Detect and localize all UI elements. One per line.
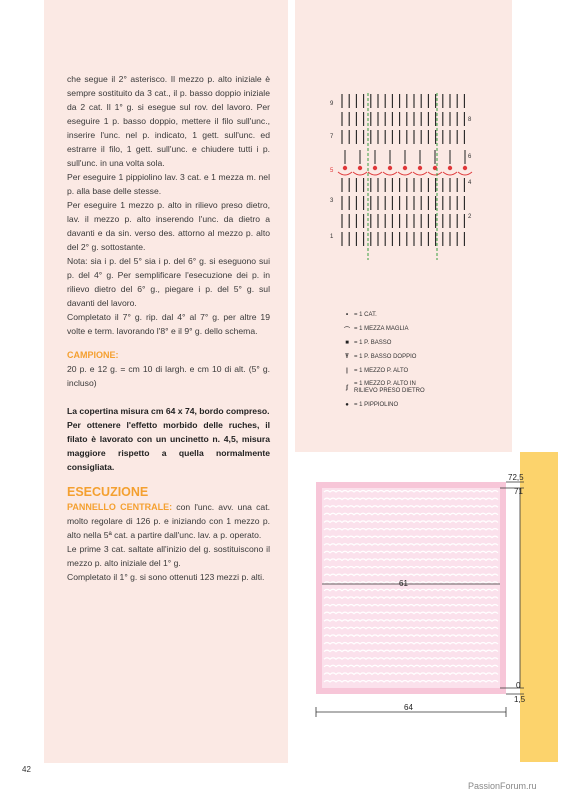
chain-icon: • — [345, 312, 349, 318]
picot-mark — [343, 166, 347, 170]
row-number: 9 — [330, 101, 334, 107]
pannello-paragraph — [67, 500, 270, 542]
paragraph: Completato il 7° g. rip. dal 4° al 7° g. per altre 19 volte e term. lavorando l'8° e il 9° g. dello schema. — [67, 312, 270, 336]
esecuzione-heading: ESECUZIONE — [67, 485, 149, 499]
legend-item: ● = 1 PIPPIOLINO — [340, 398, 436, 412]
slip-mark — [368, 172, 382, 175]
legend-item: • = 1 CAT. — [340, 308, 436, 322]
legend-item: | = 1 MEZZO P. ALTO — [340, 364, 436, 378]
row-number: 8 — [468, 117, 472, 123]
half-double-icon: | — [346, 368, 348, 374]
blanket-schematic — [296, 452, 558, 762]
paragraph: Nota: sia i p. del 5° sia i p. del 6° g. si eseguono sui p. del 4° g. Per semplificare l'esecuzione dei p. in rilievo dietro del 6° g., piegare i p. del 5° g. sul davanti del lavoro. — [67, 256, 270, 308]
chart-legend — [340, 308, 436, 412]
row-number: 2 — [468, 214, 472, 220]
dimension-label: 71 — [514, 487, 523, 496]
watermark: PassionForum.ru — [468, 781, 537, 791]
dimension-label: 0 — [516, 681, 521, 690]
dimension-label: 61 — [399, 579, 408, 588]
paragraph: Per eseguire 1 pippiolino lav. 3 cat. e 1 mezza m. nel p. alla base delle stesse. — [67, 172, 270, 196]
bold-size-note: La copertina misura cm 64 x 74, bordo compreso. — [67, 406, 270, 416]
picot-mark — [388, 166, 392, 170]
single-crochet-icon: ■ — [345, 340, 349, 346]
row-number: 5 — [330, 168, 334, 174]
slip-mark — [443, 172, 457, 175]
paragraph: Per eseguire 1 mezzo p. alto in rilievo preso dietro, lav. il mezzo p. alto inserendo l'unc. da dietro a davanti e da sin. verso des. attorno al mezzo p. alto del 2° g. sottostante. — [67, 200, 270, 252]
row-number: 6 — [468, 154, 472, 160]
page-number: 42 — [22, 765, 31, 774]
picot-mark — [373, 166, 377, 170]
pannello-text: con l'unc. avv. una cat. molto regolare di 126 p. e iniziando con 1 mezzo p. alto nella 5ª cat. a partire dall'unc. lav. a p. operato. — [67, 502, 270, 540]
slip-mark — [413, 172, 427, 175]
legend-item: Ŧ = 1 P. BASSO DOPPIO — [340, 350, 436, 364]
slip-mark — [353, 172, 367, 175]
slip-mark — [398, 172, 412, 175]
paragraph: che segue il 2° asterisco. Il mezzo p. alto iniziale è sempre sostituito da 3 cat., il p. basso doppio iniziale da 2 cat. Il 1° g. si esegue sul rov. del lavoro. Per eseguire 1 p. basso doppio, mettere il filo sull'unc., inserire l'unc. nel p. indicato, 1 gett. sull'unc. ed estrarre il filo, 1 gett. sull'unc. e chiudere tutti i p. sull'unc. in una volta sola. — [67, 74, 270, 168]
paragraph: Le prime 3 cat. saltate all'inizio del g. sostituiscono il mezzo p. alto iniziale del 1° g. — [67, 544, 270, 568]
legend-item: ∫ = 1 MEZZO P. ALTO IN RILIEVO PRESO DIETRO — [340, 378, 436, 398]
dimension-label: 1,5 — [514, 695, 526, 704]
slip-mark — [458, 172, 472, 175]
dimension-label: 72,5 — [508, 473, 524, 482]
row-number: 7 — [330, 134, 334, 140]
dimension-label: 64 — [404, 703, 413, 712]
picot-mark — [463, 166, 467, 170]
campione-heading: CAMPIONE: — [67, 350, 119, 360]
slip-stitch-icon: ⌒ — [343, 327, 350, 334]
bold-hook-note: Per ottenere l'effetto morbido delle ruches, il filato è lavorato con un uncinetto n. 4,5, misura maggiore rispetto a quella normalmente consigliata. — [67, 420, 270, 472]
double-single-crochet-icon: Ŧ — [345, 354, 349, 360]
picot-icon: ● — [345, 402, 349, 408]
slip-mark — [338, 172, 352, 175]
legend-item: ⌒ = 1 MEZZA MAGLIA — [340, 322, 436, 336]
instructions-text-column — [67, 72, 270, 584]
slip-mark — [383, 172, 397, 175]
row-number: 3 — [330, 198, 334, 204]
back-post-icon: ∫ — [346, 385, 348, 391]
picot-mark — [418, 166, 422, 170]
row-number: 1 — [330, 234, 334, 240]
pannello-label: PANNELLO CENTRALE: — [67, 502, 173, 512]
picot-mark — [448, 166, 452, 170]
paragraph: Completato il 1° g. si sono ottenuti 123 mezzi p. alti. — [67, 572, 265, 582]
campione-text: 20 p. e 12 g. = cm 10 di largh. e cm 10 di alt. (5° g. incluso) — [67, 364, 270, 388]
picot-mark — [358, 166, 362, 170]
picot-mark — [403, 166, 407, 170]
legend-item: ■ = 1 P. BASSO — [340, 336, 436, 350]
row-number: 4 — [468, 180, 472, 186]
stitch-chart — [320, 88, 490, 263]
slip-mark — [428, 172, 442, 175]
